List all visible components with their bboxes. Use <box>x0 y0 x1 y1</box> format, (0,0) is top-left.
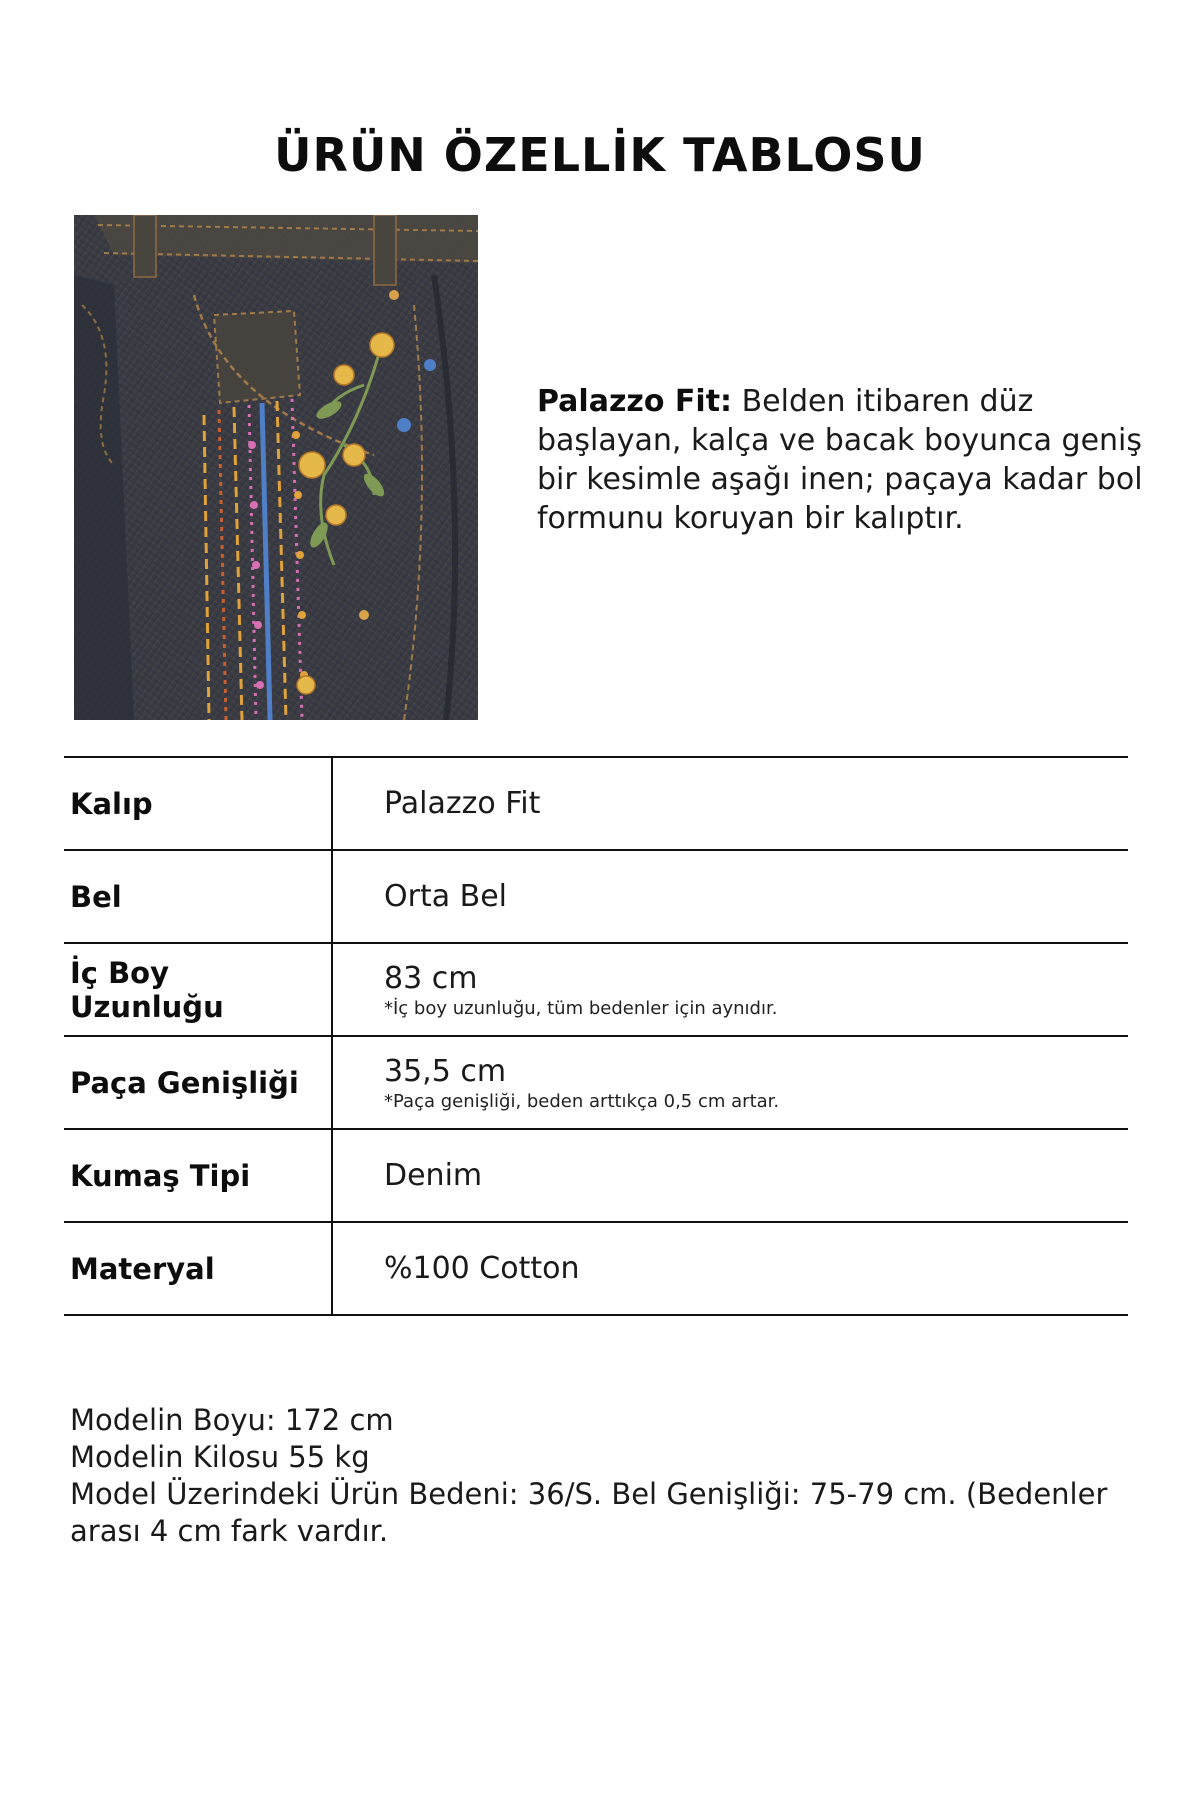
model-size: Model Üzerindeki Ürün Bedeni: 36/S. Bel Genişliği: 75-79 cm. (Bedenler arası 4 cm fark vardır. <box>70 1477 1108 1548</box>
table-row <box>64 851 1128 944</box>
fit-description <box>537 382 1147 538</box>
page-title: ÜRÜN ÖZELLİK TABLOSU <box>274 128 926 182</box>
model-weight: Modelin Kilosu 55 kg <box>70 1440 370 1474</box>
spec-label: Kalıp <box>64 758 333 849</box>
model-info <box>70 1402 1130 1550</box>
table-row <box>64 1037 1128 1130</box>
spec-value: 35,5 cm <box>384 1053 507 1089</box>
table-row <box>64 1130 1128 1223</box>
model-height: Modelin Boyu: 172 cm <box>70 1403 394 1437</box>
table-row <box>64 944 1128 1037</box>
spec-label: Bel <box>64 851 333 942</box>
spec-table <box>64 756 1128 1316</box>
fit-description-label: Palazzo Fit: <box>537 384 733 419</box>
spec-value: Orta Bel <box>384 879 508 914</box>
product-photo <box>74 215 478 720</box>
spec-value: Palazzo Fit <box>384 786 541 821</box>
spec-label: Kumaş Tipi <box>64 1130 333 1221</box>
table-row <box>64 1223 1128 1316</box>
spec-value: 83 cm <box>384 960 478 996</box>
embroidered-denim-image <box>74 215 478 720</box>
spec-note: *İç boy uzunluğu, tüm bedenler için aynıdır. <box>384 997 778 1019</box>
spec-value-cell <box>333 758 1128 849</box>
spec-label: Paça Genişliği <box>64 1037 333 1128</box>
spec-value-cell <box>333 851 1128 942</box>
spec-label: İç Boy Uzunluğu <box>64 944 333 1035</box>
table-row <box>64 758 1128 851</box>
spec-label: Materyal <box>64 1223 333 1314</box>
spec-value-cell <box>333 944 1128 1035</box>
spec-value: %100 Cotton <box>384 1251 580 1286</box>
spec-value: Denim <box>384 1158 483 1193</box>
spec-value-cell <box>333 1037 1128 1128</box>
spec-value-cell <box>333 1130 1128 1221</box>
fit-description-text: Belden itibaren düz başlayan, kalça ve bacak boyunca geniş bir kesimle aşağı inen; paçaya kadar bol formunu koruyan bir kalıptır. <box>537 384 1143 536</box>
spec-note: *Paça genişliği, beden arttıkça 0,5 cm artar. <box>384 1090 780 1112</box>
spec-value-cell <box>333 1223 1128 1314</box>
